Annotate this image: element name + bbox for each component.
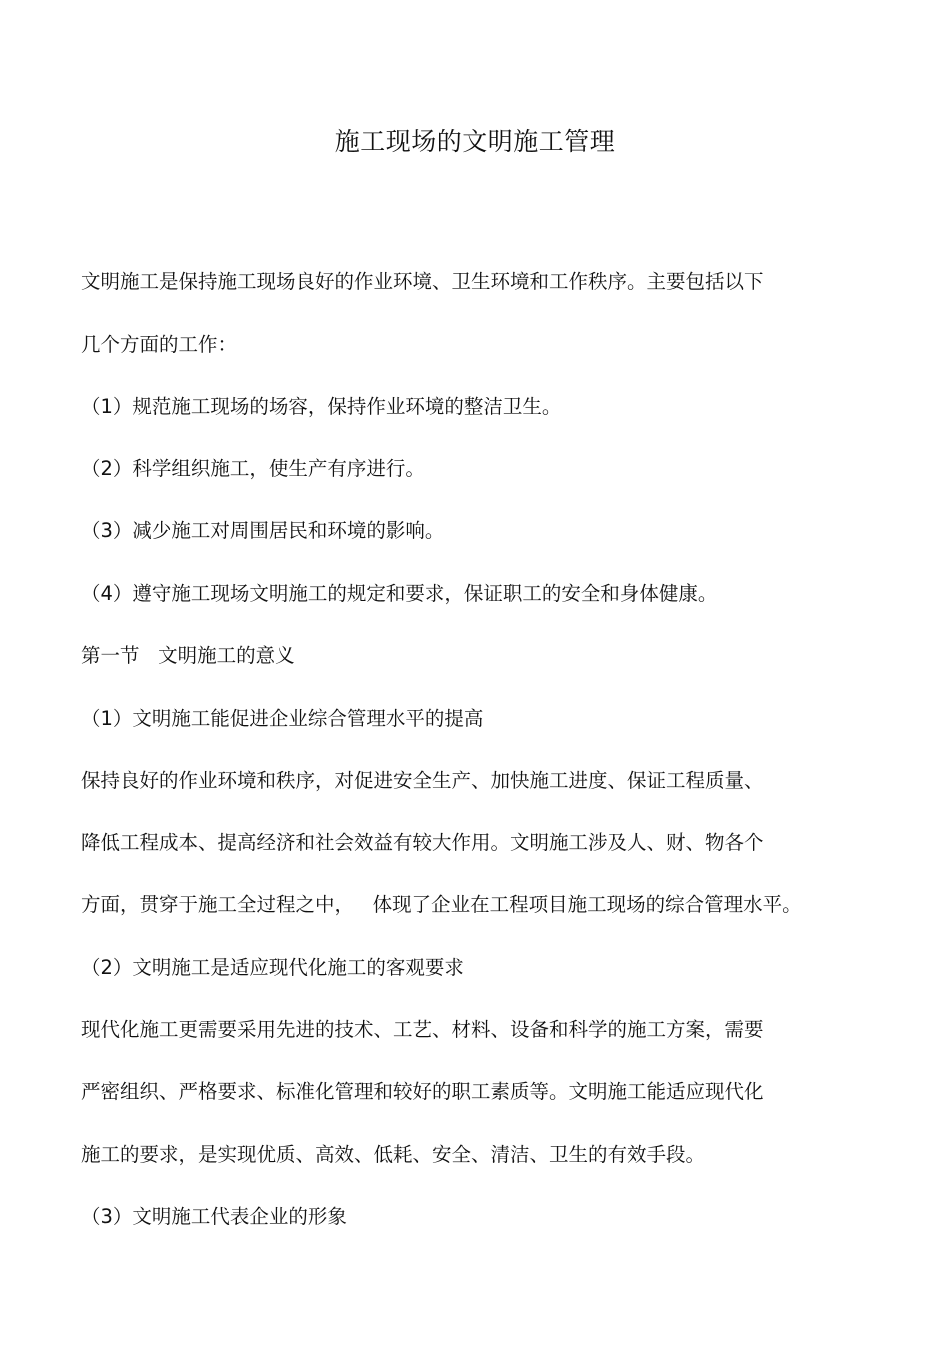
paragraph-line: 施工的要求，是实现优质、高效、低耗、安全、清洁、卫生的有效手段。 bbox=[81, 1143, 706, 1166]
subsection-heading: （1）文明施工能促进企业综合管理水平的提高 bbox=[81, 707, 484, 730]
paragraph-line: 保持良好的作业环境和秩序，对促进安全生产、加快施工进度、保证工程质量、 bbox=[81, 769, 764, 792]
list-item: （3）减少施工对周围居民和环境的影响。 bbox=[81, 519, 445, 542]
paragraph-line: 严密组织、严格要求、标准化管理和较好的职工素质等。文明施工能适应现代化 bbox=[81, 1080, 764, 1103]
list-item: （2）科学组织施工，使生产有序进行。 bbox=[81, 457, 425, 480]
paragraph-line: 方面，贯穿于施工全过程之中， 体现了企业在工程项目施工现场的综合管理水平。 bbox=[81, 893, 802, 916]
paragraph-line: 文明施工是保持施工现场良好的作业环境、卫生环境和工作秩序。主要包括以下 bbox=[81, 270, 764, 293]
page-title: 施工现场的文明施工管理 bbox=[334, 127, 616, 156]
list-item: （4）遵守施工现场文明施工的规定和要求，保证职工的安全和身体健康。 bbox=[81, 582, 718, 605]
section-heading: 第一节 文明施工的意义 bbox=[81, 644, 295, 667]
subsection-heading: （3）文明施工代表企业的形象 bbox=[81, 1205, 347, 1228]
paragraph-line: 几个方面的工作： bbox=[81, 333, 238, 356]
list-item: （1）规范施工现场的场容，保持作业环境的整洁卫生。 bbox=[81, 395, 562, 418]
paragraph-line: 现代化施工更需要采用先进的技术、工艺、材料、设备和科学的施工方案，需要 bbox=[81, 1018, 764, 1041]
paragraph-line: 降低工程成本、提高经济和社会效益有较大作用。文明施工涉及人、财、物各个 bbox=[81, 831, 764, 854]
subsection-heading: （2）文明施工是适应现代化施工的客观要求 bbox=[81, 956, 464, 979]
